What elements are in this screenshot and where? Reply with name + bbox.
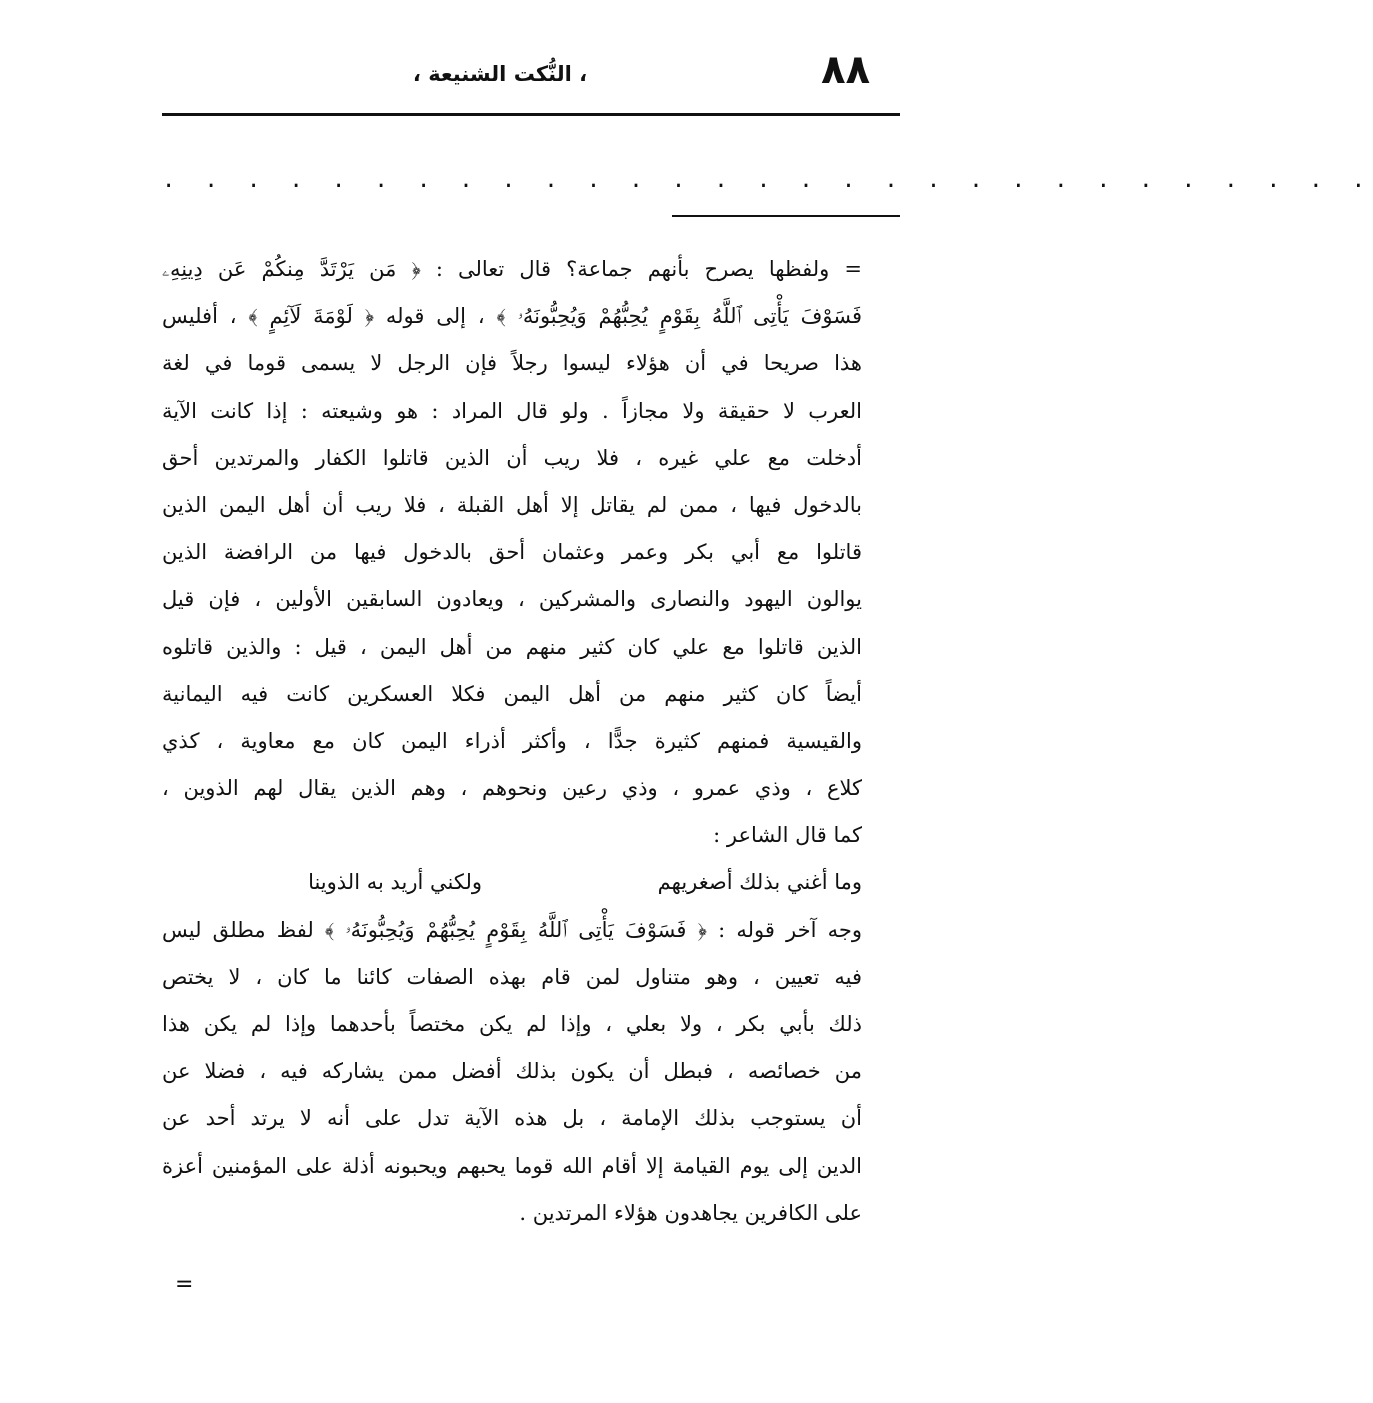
poetry-verse — [162, 859, 862, 906]
page-number: ٨٨ — [821, 47, 870, 93]
text-line: يوالون اليهود والنصارى والمشركين ، ويعادون السابقين الأولين ، فإن قيل — [162, 587, 862, 612]
text-line: قاتلوا مع أبي بكر وعمر وعثمان أحق بالدخول فيها من الرافضة الذين — [162, 540, 862, 565]
text-line: ذلك بأبي بكر ، ولا بعلي ، وإذا لم يكن مختصاً بأحدهما وإذا لم يكن هذا — [162, 1012, 862, 1036]
text-line: أدخلت مع علي غيره ، فلا ريب أن الذين قاتلوا الكفار والمرتدين أحق — [162, 445, 862, 470]
text-line: فيه تعيين ، وهو متناول لمن قام بهذه الصفات كائنا ما كان ، لا يختص — [162, 964, 862, 989]
footnote-body — [162, 246, 862, 1237]
text-line: بالدخول فيها ، ممن لم يقاتل إلا أهل القبلة ، فلا ريب أن أهل اليمن الذين — [162, 492, 862, 517]
text-line: على الكافرين يجاهدون هؤلاء المرتدين . — [519, 1200, 862, 1225]
text-line: من خصائصه ، فبطل أن يكون بذلك أفضل ممن يشاركه فيه ، فضلا عن — [162, 1059, 862, 1084]
text-line: أيضاً كان كثير منهم من أهل اليمن فكلا العسكرين كانت فيه اليمانية — [162, 681, 862, 706]
text-line: العرب لا حقيقة ولا مجازاً . ولو قال المراد : هو وشيعته : إذا كانت الآية — [162, 398, 862, 423]
text-line: الدين إلى يوم القيامة إلا أقام الله قوما يحبهم ويحبونه أذلة على المؤمنين أعزة — [162, 1153, 862, 1178]
verse-first-hemistich: وما أغني بذلك أصغريهم — [657, 870, 862, 895]
dotted-separator: . . . . . . . . . . . . . . . . . . . . . . . . . . . . . — [162, 168, 1373, 193]
text-line: أن يستوجب بذلك الإمامة ، بل هذه الآية تدل على أنه لا يرتد أحد عن — [162, 1106, 862, 1131]
text-line: هذا صريحا في أن هؤلاء ليسوا رجلاً فإن الرجل لا يسمى قوما في لغة — [162, 351, 862, 376]
text-line: الذين قاتلوا مع علي كان كثير منهم من أهل اليمن ، قيل : والذين قاتلوه — [162, 634, 862, 659]
footnote-rule — [672, 215, 900, 217]
text-line: كما قال الشاعر : — [713, 823, 862, 848]
text-line: وجه آخر قوله : ﴿ فَسَوْفَ يَأْتِى ٱللَّهُ بِقَوْمٍ يُحِبُّهُمْ وَيُحِبُّونَهُۥ ﴾ لفظ مطلق ليس — [162, 917, 862, 942]
text-line: فَسَوْفَ يَأْتِى ٱللَّهُ بِقَوْمٍ يُحِبُّهُمْ وَيُحِبُّونَهُۥ ﴾ ، إلى قوله ﴿ لَوْمَةَ لَآئِمٍ ﴾ ، أفليس — [162, 304, 862, 329]
text-line: كلاع ، وذي عمرو ، وذي رعين ونحوهم ، وهم الذين يقال لهم الذوين ، — [162, 776, 862, 801]
text-line: = ولفظها يصرح بأنهم جماعة؟ قال تعالى : ﴿ مَن يَرْتَدَّ مِنكُمْ عَن دِينِهِۦ — [162, 257, 862, 281]
verse-second-hemistich: ولكني أريد به الذوينا — [308, 870, 482, 895]
text-line: والقيسية فمنهم كثيرة جدًّا ، وأكثر أذراء اليمن كان مع معاوية ، كذي — [162, 728, 862, 753]
continued-marker: = — [175, 1272, 194, 1297]
header-rule — [162, 113, 900, 116]
running-title: ، النُّكت الشنيعة ، — [412, 62, 588, 86]
